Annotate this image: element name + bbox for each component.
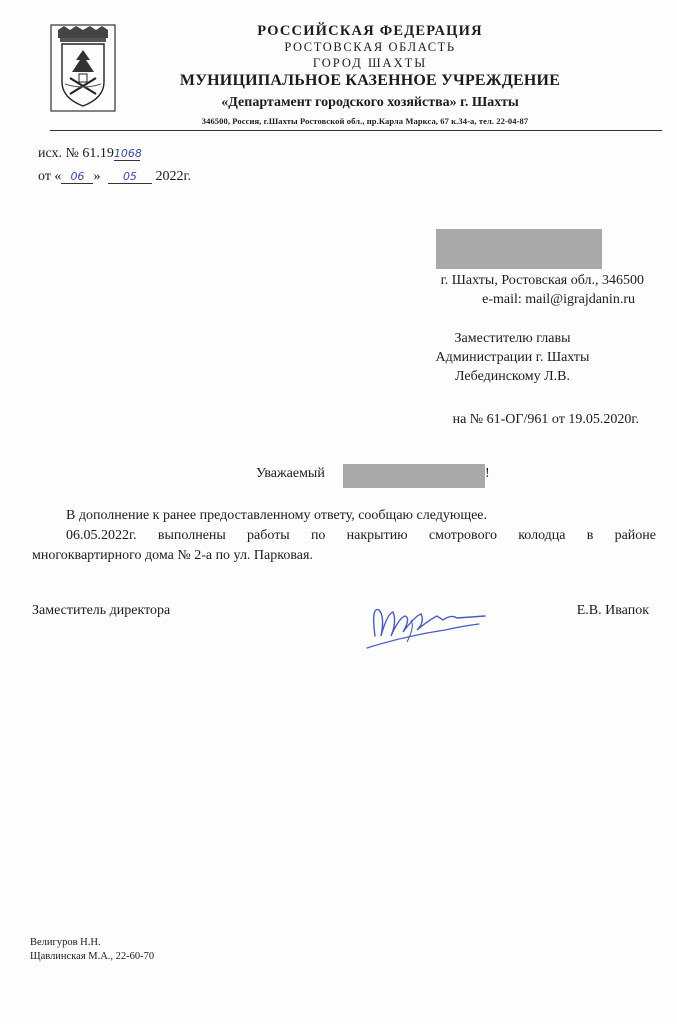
recipient-email: e-mail: mail@igrajdanin.ru xyxy=(482,292,635,307)
outgoing-date-mid: » xyxy=(93,169,101,184)
recipient-position-1: Заместителю главы xyxy=(454,331,571,346)
outgoing-year: 2022г. xyxy=(155,169,192,184)
salutation-suffix: ! xyxy=(485,466,490,481)
executor-1: Велигуров Н.Н. xyxy=(30,937,101,948)
handwritten-signature xyxy=(345,596,495,660)
header-department: «Департамент городского хозяйства» г. Шахты xyxy=(221,95,519,110)
outgoing-number xyxy=(38,146,140,162)
recipient-name: Лебединскому Л.В. xyxy=(455,369,570,384)
header-country: РОССИЙСКАЯ ФЕДЕРАЦИЯ xyxy=(257,23,483,39)
salutation-prefix: Уважаемый xyxy=(256,466,325,481)
executor-2: Щавлинская М.А., 22-60-70 xyxy=(30,951,155,962)
outgoing-number-label: исх. № 61.19 xyxy=(38,146,114,161)
outgoing-date xyxy=(38,169,191,185)
outgoing-day: 06 xyxy=(61,170,93,184)
header-divider xyxy=(50,130,662,131)
signatory-position: Заместитель директора xyxy=(32,603,171,618)
redacted-salutation-name xyxy=(343,464,485,488)
header-address: 346500, Россия, г.Шахты Ростовской обл., пр.Карла Маркса, 67 к.34-а, тел. 22-04-87 xyxy=(201,116,529,126)
outgoing-month: 05 xyxy=(108,170,152,184)
header-city: ГОРОД ШАХТЫ xyxy=(312,56,428,70)
outgoing-number-handwritten: 1068 xyxy=(113,147,142,160)
outgoing-date-prefix: от « xyxy=(38,169,62,184)
header-institution: МУНИЦИПАЛЬНОЕ КАЗЕННОЕ УЧРЕЖДЕНИЕ xyxy=(179,72,561,89)
body-paragraph-2-line-1: 06.05.2022г. выполнены работы по накрытию смотрового колодца в районе xyxy=(66,528,656,543)
body-paragraph-1: В дополнение к ранее предоставленному ответу, сообщаю следующее. xyxy=(66,508,488,523)
reference-number: на № 61-ОГ/961 от 19.05.2020г. xyxy=(452,412,639,427)
redacted-recipient-name xyxy=(436,229,602,269)
coat-of-arms-icon xyxy=(50,24,116,112)
recipient-position-2: Администрации г. Шахты xyxy=(435,350,590,365)
body-paragraph-2-line-2: многоквартирного дома № 2-а по ул. Парковая. xyxy=(32,548,313,563)
recipient-city: г. Шахты, Ростовская обл., 346500 xyxy=(440,273,644,288)
header-region: РОСТОВСКАЯ ОБЛАСТЬ xyxy=(284,40,456,54)
signatory-name: Е.В. Ивапок xyxy=(576,603,649,618)
